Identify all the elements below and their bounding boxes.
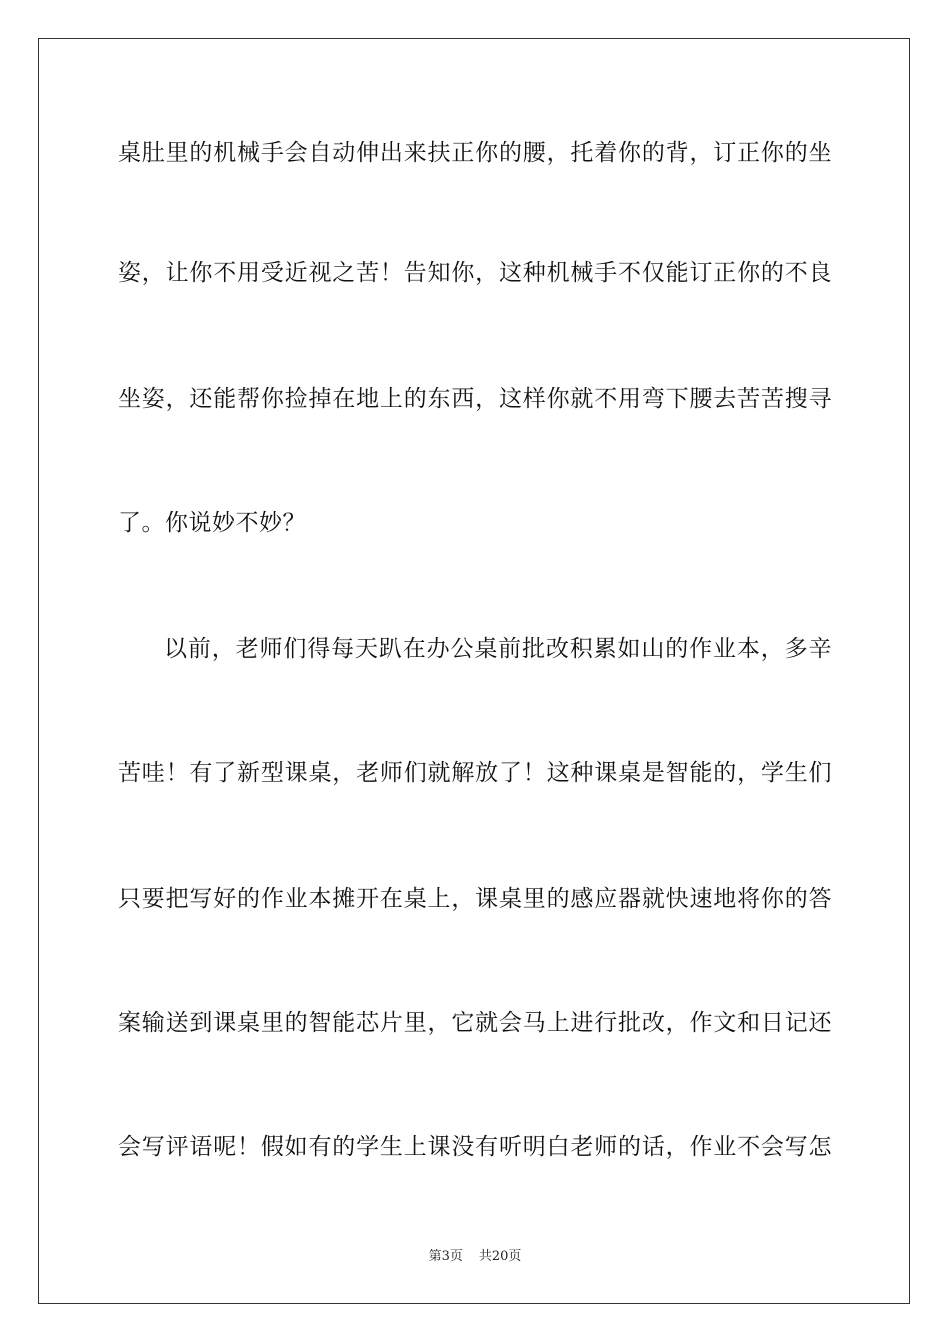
paragraph-first-line: 以前，老师们得每天趴在办公桌前批改积累如山的作业本，多辛: [164, 636, 832, 662]
body-text-line: 姿，让你不用受近视之苦！告知你，这种机械手不仅能订正你的不良: [118, 260, 832, 286]
body-text-line: 只要把写好的作业本摊开在桌上，课桌里的感应器就快速地将你的答: [118, 886, 832, 912]
page-footer: [0, 1248, 950, 1266]
page-number: 第3页: [428, 1249, 463, 1264]
body-text-line: 苦哇！有了新型课桌，老师们就解放了！这种课桌是智能的，学生们: [118, 760, 832, 786]
body-text-line: 了。你说妙不妙？: [118, 510, 306, 536]
body-text-line: 会写评语呢！假如有的学生上课没有听明白老师的话，作业不会写怎: [118, 1134, 832, 1160]
body-text-line: 桌肚里的机械手会自动伸出来扶正你的腰，托着你的背，订正你的坐: [118, 140, 832, 166]
body-text-line: 坐姿，还能帮你捡掉在地上的东西，这样你就不用弯下腰去苦苦搜寻: [118, 386, 832, 412]
page-border: [38, 38, 910, 1304]
body-text-line: 案输送到课桌里的智能芯片里，它就会马上进行批改，作文和日记还: [118, 1010, 832, 1036]
page-total: 共20页: [478, 1249, 522, 1264]
